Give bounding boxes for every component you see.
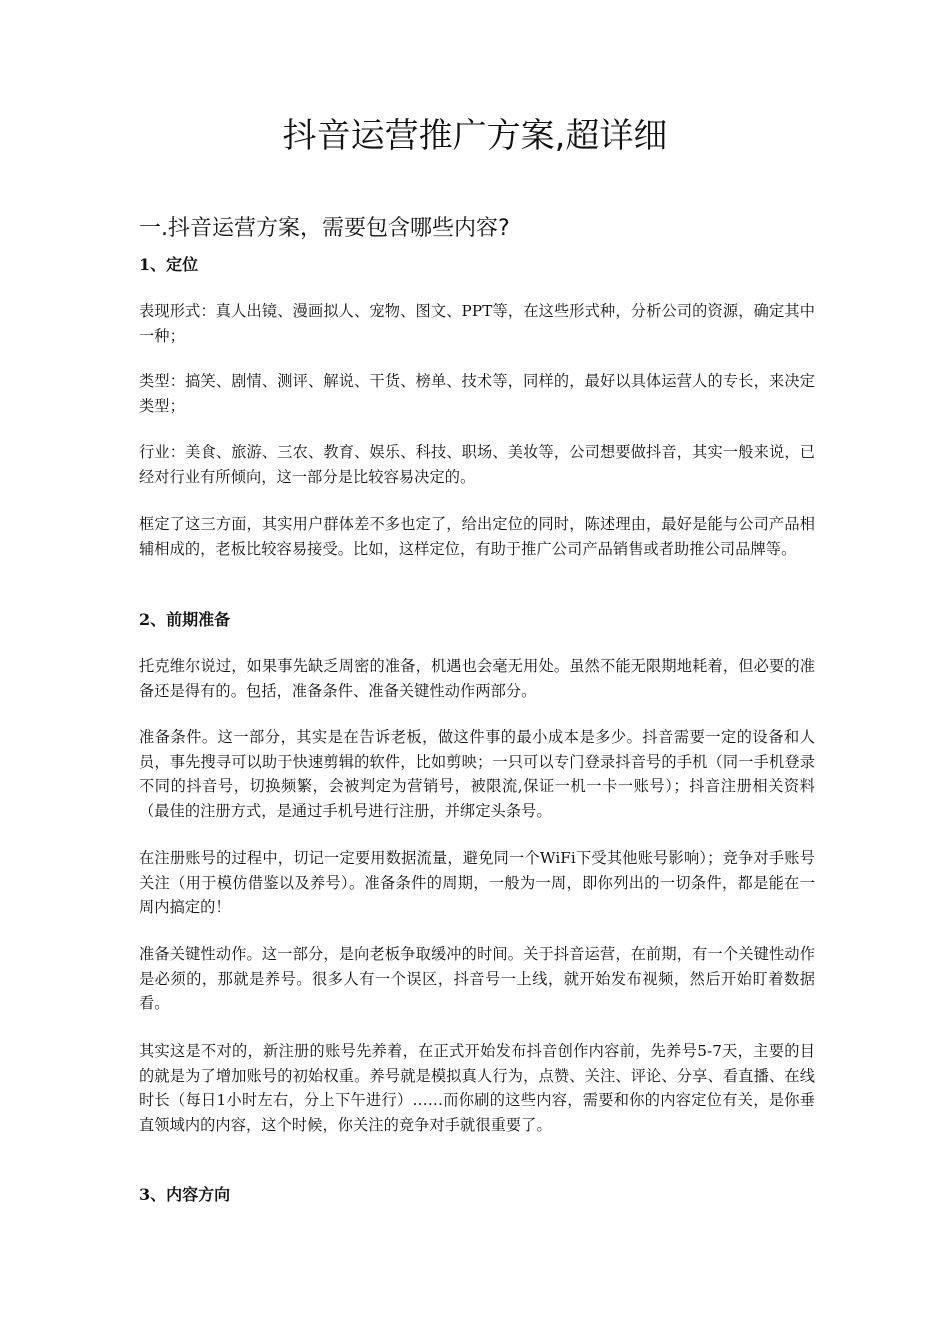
paragraph-presentation-form: 表现形式：真人出镜、漫画拟人、宠物、图文、PPT等，在这些形式种，分析公司的资源，确定其中一种； bbox=[139, 302, 815, 345]
paragraph-account-nurturing: 其实这是不对的，新注册的账号先养着，在正式开始发布抖音创作内容前，先养号5-7天，主要的目的就是为了增加账号的初始权重。养号就是模拟真人行为，点赞、关注、评论、分享、看直播、在线时长（每日1小时左右，分上下午进行）……而你刷的这些内容，需要和你的内容定位有关，是你垂直领域内的内容，这个时候，你关注的竞争对手就很重要了。 bbox=[139, 1042, 815, 1134]
section-heading-1: 一.抖音运营方案，需要包含哪些内容? bbox=[139, 216, 510, 241]
paragraph-content-type: 类型：搞笑、剧情、测评、解说、干货、榜单、技术等，同样的，最好以具体运营人的专长，来决定类型； bbox=[139, 372, 815, 415]
paragraph-industry: 行业：美食、旅游、三农、教育、娱乐、科技、职场、美妆等，公司想要做抖音，其实一般来说，已经对行业有所倾向，这一部分是比较容易决定的。 bbox=[139, 443, 815, 486]
document-title: 抖音运营推广方案,超详细 bbox=[282, 116, 668, 156]
paragraph-tocqueville: 托克维尔说过，如果事先缺乏周密的准备，机遇也会毫无用处。虽然不能无限期地耗着，但必要的准备还是得有的。包括，准备条件、准备关键性动作两部分。 bbox=[139, 657, 815, 700]
subheading-preparation: 2、前期准备 bbox=[139, 610, 231, 629]
subheading-content-direction: 3、内容方向 bbox=[139, 1185, 231, 1204]
paragraph-key-actions: 准备关键性动作。这一部分，是向老板争取缓冲的时间。关于抖音运营，在前期，有一个关键性动作是必须的，那就是养号。很多人有一个误区，抖音号一上线，就开始发布视频，然后开始盯着数据看。 bbox=[139, 945, 815, 1012]
paragraph-preparation-conditions: 准备条件。这一部分，其实是在告诉老板，做这件事的最小成本是多少。抖音需要一定的设备和人员，事先搜寻可以助于快速剪辑的软件，比如剪映；一只可以专门登录抖音号的手机（同一手机登录不同的抖音号，切换频繁，会被判定为营销号，被限流,保证一机一卡一账号）；抖音注册相关资料（最佳的注册方式，是通过手机号进行注册，并绑定头条号。 bbox=[139, 728, 815, 820]
paragraph-registration: 在注册账号的过程中，切记一定要用数据流量，避免同一个WiFi下受其他账号影响）；竞争对手账号关注（用于模仿借鉴以及养号）。准备条件的周期，一般为一周，即你列出的一切条件，都是能在一周内搞定的！ bbox=[139, 849, 815, 916]
paragraph-positioning-summary: 框定了这三方面，其实用户群体差不多也定了，给出定位的同时，陈述理由，最好是能与公司产品相辅相成的，老板比较容易接受。比如，这样定位，有助于推广公司产品销售或者助推公司品牌等。 bbox=[139, 515, 815, 558]
subheading-positioning: 1、定位 bbox=[139, 255, 199, 274]
